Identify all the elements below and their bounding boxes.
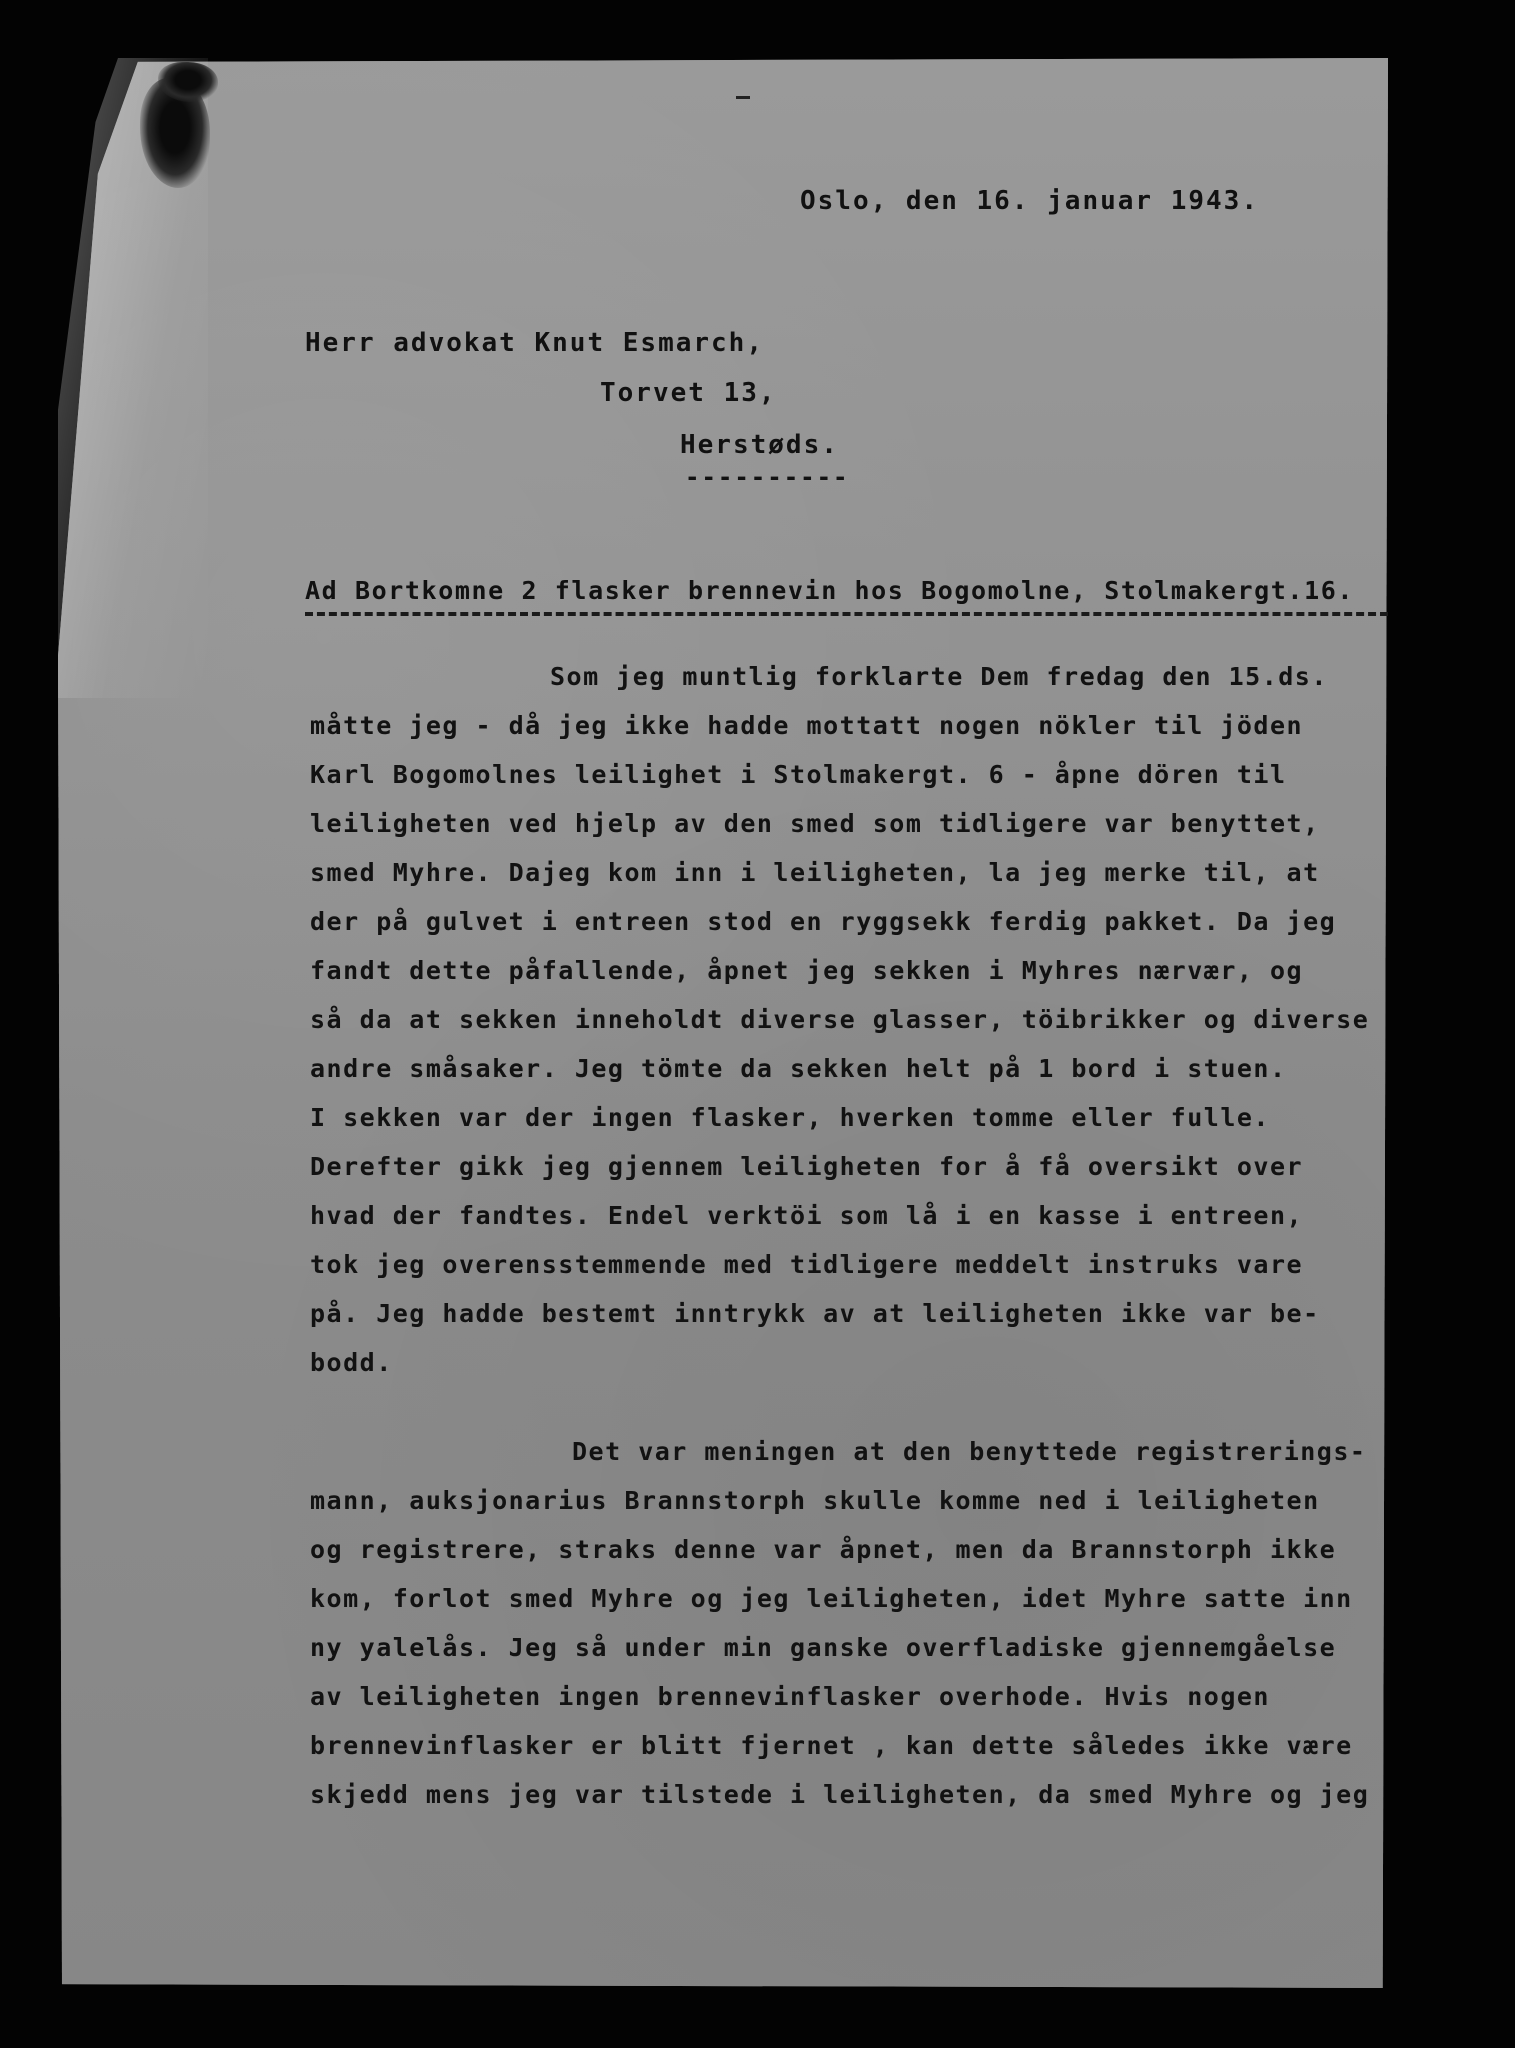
paragraph2-line: Det var meningen at den benyttede registrerings- bbox=[572, 1437, 1367, 1466]
paragraph1-line: Som jeg muntlig forklarte Dem fredag den 15.ds. bbox=[550, 662, 1328, 691]
paragraph1-line: der på gulvet i entreen stod en ryggsekk ferdig pakket. Da jeg bbox=[310, 907, 1337, 936]
paragraph2-line: og registrere, straks denne var åpnet, men da Brannstorph ikke bbox=[310, 1535, 1337, 1564]
paragraph1-line: andre småsaker. Jeg tömte da sekken helt på 1 bord i stuen. bbox=[310, 1054, 1287, 1083]
paragraph2-line: skjedd mens jeg var tilstede i leiligheten, da smed Myhre og jeg bbox=[310, 1780, 1370, 1809]
paragraph2-line: av leiligheten ingen brennevinflasker overhode. Hvis nogen bbox=[310, 1682, 1270, 1711]
addressee-name: Herr advokat Knut Esmarch, bbox=[305, 328, 764, 358]
letter-body bbox=[310, 652, 1400, 1819]
addressee-rule: ---------- bbox=[685, 463, 850, 491]
paragraph1-line: så da at sekken inneholdt diverse glasser, töibrikker og diverse bbox=[310, 1005, 1370, 1034]
paragraph1-line: Karl Bogomolnes leilighet i Stolmakergt. 6 - åpne dören til bbox=[310, 760, 1287, 789]
date-line: Oslo, den 16. januar 1943. bbox=[800, 186, 1259, 216]
paragraph-gap bbox=[310, 1387, 1400, 1427]
paragraph1-line: på. Jeg hadde bestemt inntrykk av at leiligheten ikke var be- bbox=[310, 1299, 1320, 1328]
paragraph2-line: kom, forlot smed Myhre og jeg leiligheten, idet Myhre satte inn bbox=[310, 1584, 1353, 1613]
paragraph1-line: leiligheten ved hjelp av den smed som tidligere var benyttet, bbox=[310, 809, 1320, 838]
paragraph1-line: hvad der fandtes. Endel verktöi som lå i en kasse i entreen, bbox=[310, 1201, 1304, 1230]
addressee-city: Herstøds. bbox=[680, 430, 839, 460]
subject-line: Ad Bortkomne 2 flasker brennevin hos Bogomolne, Stolmakergt.16. bbox=[305, 576, 1355, 605]
paragraph1-line: I sekken var der ingen flasker, hverken tomme eller fulle. bbox=[310, 1103, 1270, 1132]
paragraph2-line: mann, auksjonarius Brannstorph skulle komme ned i leiligheten bbox=[310, 1486, 1320, 1515]
paragraph2-line: ny yalelås. Jeg så under min ganske overfladiske gjennemgåelse bbox=[310, 1633, 1337, 1662]
top-dash-mark bbox=[736, 96, 750, 99]
paragraph1-line: Derefter gikk jeg gjennem leiligheten for å få oversikt over bbox=[310, 1152, 1304, 1181]
addressee-street: Torvet 13, bbox=[600, 378, 777, 408]
paragraph1-line: fandt dette påfallende, åpnet jeg sekken i Myhres nærvær, og bbox=[310, 956, 1304, 985]
paragraph1-line: måtte jeg - då jeg ikke hadde mottatt nogen nökler til jöden bbox=[310, 711, 1304, 740]
paragraph1-line: smed Myhre. Dajeg kom inn i leiligheten, la jeg merke til, at bbox=[310, 858, 1320, 887]
subject-rule bbox=[305, 612, 1388, 616]
paragraph1-line: tok jeg overensstemmende med tidligere meddelt instruks vare bbox=[310, 1250, 1304, 1279]
paragraph2-line: brennevinflasker er blitt fjernet , kan dette således ikke være bbox=[310, 1731, 1353, 1760]
paragraph1-line: bodd. bbox=[310, 1348, 393, 1377]
